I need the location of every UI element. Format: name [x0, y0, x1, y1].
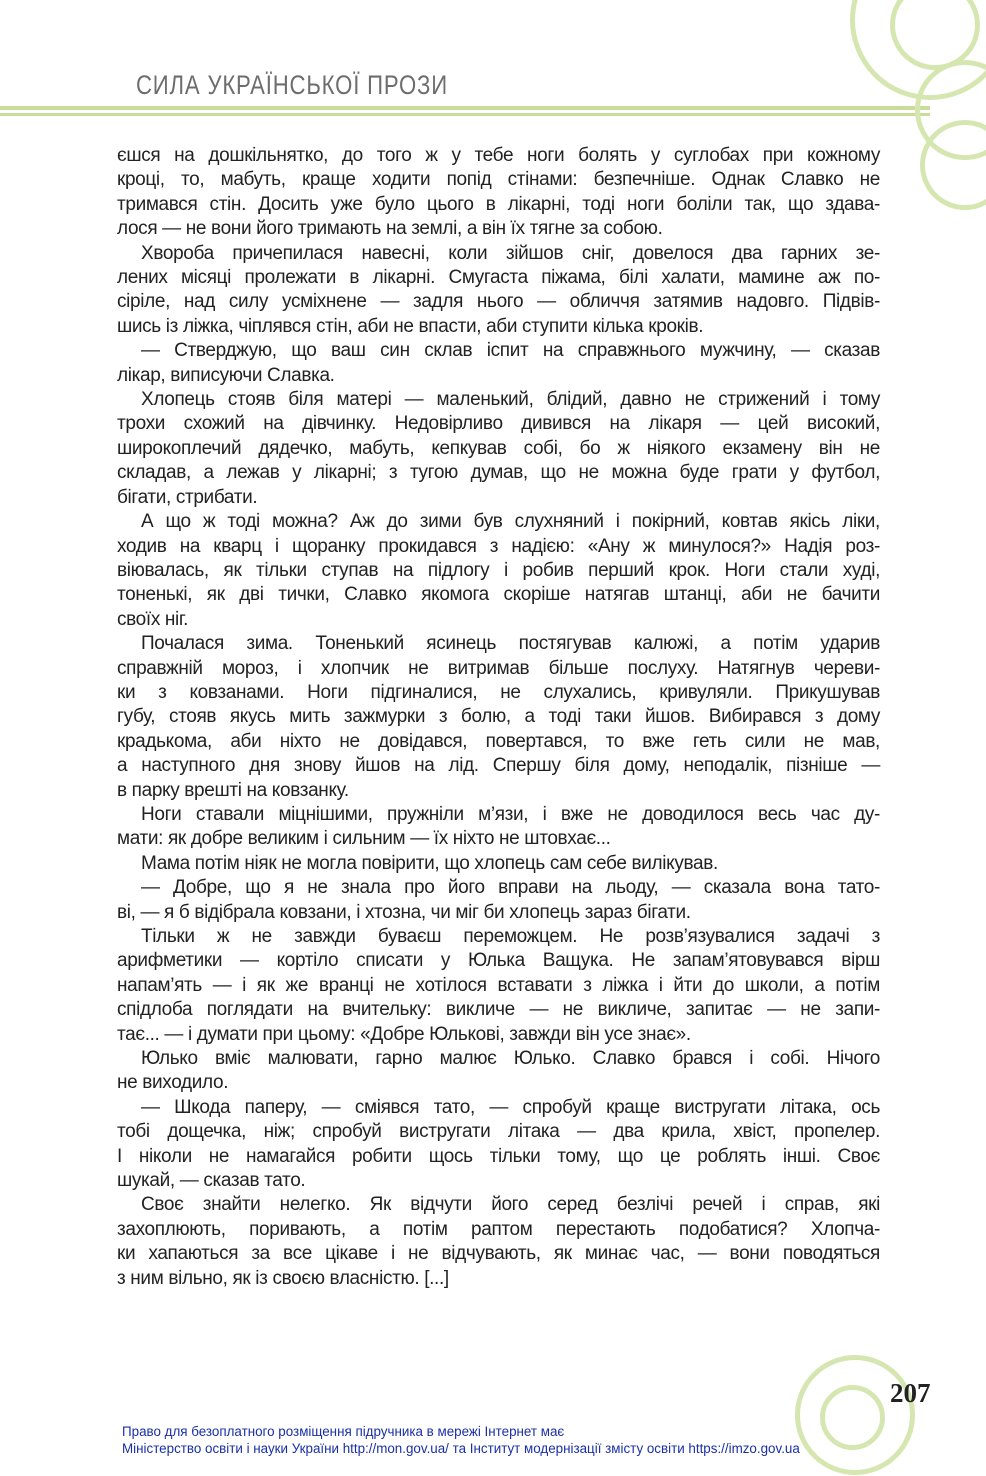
text-line: справжній мороз, і хлопчик не витримав більше послуху. Натягнув череви-: [117, 657, 880, 679]
text-line: А що ж тоді можна? Аж до зими був слухняний і покірний, ковтав якісь ліки,: [141, 511, 880, 533]
body-text: [117, 144, 880, 1291]
text-line: Ноги ставали міцнішими, пружніли м’язи, і вже не доводилося весь час ду-: [141, 803, 880, 825]
text-line: тримався стін. Досить уже було цього в лікарні, тоді ноги боліли так, що здава-: [117, 193, 880, 215]
text-line: Юлько вміє малювати, гарно малює Юлько. Славко брався і собі. Нічого: [141, 1048, 880, 1070]
header-band: [0, 113, 930, 116]
text-line: шись із ліжка, чіплявся стін, аби не впасти, аби ступити кілька кроків.: [117, 315, 704, 337]
text-line: лікар, виписуючи Славка.: [117, 364, 335, 386]
text-line: — Добре, що я не знала про його вправи на льоду, — сказала вона тато-: [141, 877, 880, 899]
text-line: а наступного дня знову йшов на лід. Спершу біля дому, неподалік, пізніше —: [117, 755, 880, 777]
text-line: тобі дощечка, ніж; спробуй вистругати літака — два крила, хвіст, пропелер.: [117, 1121, 880, 1143]
footer-line: Міністерство освіти і науки України http://mon.gov.ua/ та Інститут модернізації змісту освіти https://imzo.gov.ua: [122, 1441, 800, 1456]
text-line: широкоплечий дядечко, мабуть, кепкував собі, бо ж ніякого екзамену він не: [117, 437, 880, 459]
header-band: [0, 106, 930, 110]
text-line: Тільки ж не завжди буваєш переможцем. Не розв’язувалися задачі з: [141, 926, 880, 947]
text-line: Своє знайти нелегко. Як відчути його серед безлічі речей і справ, які: [141, 1194, 880, 1216]
text-line: захоплюють, поривають, а потім раптом перестають подобатися? Хлопча-: [117, 1218, 880, 1240]
paragraph: [117, 1096, 880, 1194]
text-line: арифметики — кортіло списати у Юлька Ващука. Не запам’ятовувався вірш: [117, 950, 880, 972]
footer-line: Право для безоплатного розміщення підручника в мережі Інтернет має: [122, 1424, 565, 1439]
text-line: складав, а лежав у лікарні; з тугою думав, що не можна буде грати у футбол,: [117, 462, 880, 484]
text-line: тає... — і думати при цьому: «Добре Юлькові, завжди він усе знає».: [117, 1023, 691, 1045]
text-line: — Стверджую, що ваш син склав іспит на справжнього мужчину, — сказав: [141, 340, 880, 362]
page-number: 207: [890, 1378, 931, 1408]
text-line: тоненькі, як дві тички, Славко якомога скоріше натягав штанці, аби не бачити: [117, 584, 880, 606]
paragraph: [117, 242, 880, 340]
text-line: спідлоба поглядати на вчительку: викличе — не викличе, запитає — не запи-: [117, 999, 880, 1021]
text-line: шукай, — сказав тато.: [117, 1170, 306, 1192]
text-line: своїх ніг.: [117, 608, 189, 630]
text-line: Мама потім ніяк не могла повірити, що хлопець сам себе вилікував.: [141, 852, 718, 874]
paragraph: [117, 1047, 880, 1096]
text-line: Почалася зима. Тоненький ясинець постягував калюжі, а потім ударив: [141, 633, 880, 655]
paragraph: [117, 803, 880, 852]
text-line: крадькома, аби ніхто не довідався, повертався, то вже геть сили не мав,: [117, 730, 880, 752]
text-line: трохи схожий на дівчинку. Недовірливо дивився на лікаря — цей високий,: [117, 413, 880, 435]
text-line: лося — не вони його тримають на землі, а він їх тягне за собою.: [117, 218, 663, 240]
paragraph: [117, 876, 880, 925]
footer-notice: [122, 1423, 800, 1457]
paragraph: [117, 632, 880, 803]
text-line: віювалась, як тільки ступав на підлогу і робив перший крок. Ноги стали худі,: [117, 559, 880, 581]
paragraph: [117, 510, 880, 632]
text-line: ходив на кварц і щоранку прокидався з надією: «Ану ж минулося?» Надія роз-: [117, 535, 880, 557]
text-line: сіріле, над силу усміхнене — задля нього — обличчя затямив надовго. Підвів-: [117, 291, 880, 313]
text-line: — Шкода паперу, — сміявся тато, — спробуй краще вистругати літака, ось: [141, 1096, 880, 1118]
page-header-title: СИЛА УКРАЇНСЬКОЇ ПРОЗИ: [136, 70, 448, 100]
text-line: Хвороба причепилася навесні, коли зійшов сніг, довелося два гарних зе-: [141, 242, 880, 264]
paragraph: [117, 388, 880, 510]
text-line: губу, стояв якусь мить зажмурки з болю, а тоді таки йшов. Вибирався з дому: [117, 706, 880, 728]
paragraph: [117, 925, 880, 1047]
text-line: кроці, то, мабуть, краще ходити попід стінами: безпечніше. Однак Славко не: [117, 169, 880, 191]
text-line: ві, — я б відібрала ковзани, і хтозна, чи міг би хлопець зараз бігати.: [117, 901, 691, 923]
paragraph: [117, 1193, 880, 1291]
text-line: з ним вільно, як із своєю власністю. [...]: [117, 1267, 449, 1289]
text-line: І ніколи не намагайся робити щось тільки тому, що це роблять інші. Своє: [117, 1145, 880, 1167]
text-line: не виходило.: [117, 1072, 229, 1094]
paragraph: [117, 852, 880, 876]
text-line: ки з ковзанами. Ноги підгиналися, не слухались, кривуляли. Прикушував: [117, 681, 880, 703]
text-line: Хлопець стояв біля матері — маленький, блідий, давно не стрижений і тому: [141, 389, 880, 411]
text-line: бігати, стрибати.: [117, 486, 258, 508]
text-line: напам’ять — і як же вранці не хотілося вставати з ліжка і йти до школи, а потім: [117, 974, 880, 996]
paragraph: [117, 144, 880, 242]
text-line: мати: як добре великим і сильним — їх ніхто не штовхає...: [117, 828, 611, 850]
text-line: ки хапаються за все цікаве і не відчувають, як минає час, — вони поводяться: [117, 1243, 880, 1265]
text-line: єшся на дошкільнятко, до того ж у тебе ноги болять у суглобах при кожному: [117, 145, 880, 166]
text-line: лених місяці пролежати в лікарні. Смугаста піжама, білі халати, мамине аж по-: [117, 267, 880, 289]
text-line: в парку врешті на ковзанку.: [117, 779, 349, 801]
paragraph: [117, 339, 880, 388]
